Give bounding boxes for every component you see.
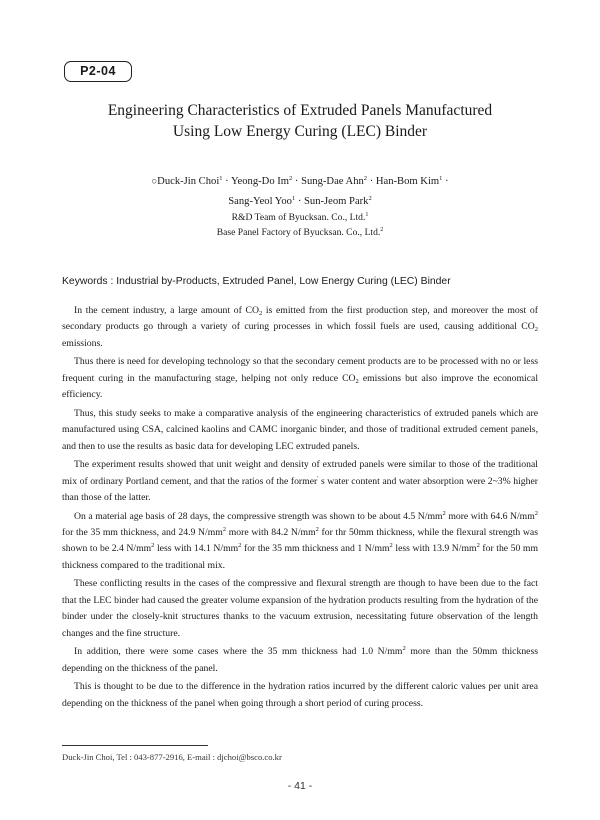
text-run: for the 50 mm thickness compared to the traditional mix.: [62, 543, 538, 571]
author-line-2: [60, 192, 540, 211]
text-run: emissions.: [62, 337, 103, 349]
text-run: In addition, there were some cases where the 35 mm thickness had 1.0 N/mm: [74, 646, 403, 658]
text-run: emissions but also improve the economical efficiency.: [62, 372, 539, 401]
text-run: s water content and water absorption were 2~3% higher than those of the latter.: [62, 475, 539, 504]
paragraph-6: These conflicting results in the cases of the compressive and flexural strength are though to have been due to the fact that the LEC binder had caused the greater volume expansion of the hydration products resulting from the hydration of the binder under the closely-knit structures thanks to the vacuum extrusion, necessitating future observation of the length changes and the fine structure.: [62, 578, 538, 639]
affiliation-number: 1: [365, 212, 369, 218]
affiliation-text: R&D Team of Byucksan. Co., Ltd.: [231, 212, 366, 223]
affiliation-text: Base Panel Factory of Byucksan. Co., Ltd.: [216, 226, 381, 238]
author-separator: ·: [292, 176, 302, 187]
paper-title: [60, 100, 540, 142]
superscript: 2: [476, 542, 480, 550]
text-run: less with 13.9 N/mm: [392, 543, 477, 555]
author-affiliation-number: 2: [368, 195, 372, 202]
session-badge: P2-04: [64, 61, 132, 82]
text-run: more with 64.6 N/mm: [445, 510, 535, 522]
author-list: [60, 172, 540, 211]
keywords: Keywords : Industrial by-Products, Extruded Panel, Low Energy Curing (LEC) Binder: [62, 276, 451, 287]
author-separator: ·: [222, 176, 231, 187]
paragraph-1: [62, 303, 538, 352]
text-run: In the cement industry, a large amount of CO: [74, 305, 259, 316]
text-run: On a material age basis of 28 days, the compressive strength was shown to be about 4.5 N/mm: [74, 510, 443, 522]
affiliation-1: [60, 211, 540, 226]
affiliations: [60, 211, 540, 240]
paragraph-2: [62, 354, 538, 403]
abstract-body: [62, 303, 538, 714]
subscript: 2: [534, 326, 538, 334]
superscript: ': [317, 474, 319, 482]
text-run: more than the 50mm thickness depending on the thickness of the panel.: [62, 646, 538, 674]
author-line-1: [60, 172, 540, 192]
author-affiliation-number: 2: [289, 175, 293, 182]
affiliation-number: 2: [380, 226, 384, 233]
footnote: Duck-Jin Choi, Tel : 043-877-2916, E-mail : djchoi@bsco.co.kr: [62, 752, 282, 762]
author-name: Sung-Dae Ahn: [301, 176, 364, 187]
text-run: for the 35 mm thickness and 1 N/mm: [241, 543, 390, 555]
author-name: Han-Bom Kim: [375, 176, 440, 187]
paragraph-4: [62, 457, 538, 506]
paragraph-3: Thus, this study seeks to make a comparative analysis of the engineering characteristics of extruded panels which are manufactured using CSA, calcined kaolins and CAMC inorganic binder, and those of traditional extruded cement panels, and then to use the results as basic data for developing LEC extruded panels.: [62, 407, 538, 452]
text-run: more with 84.2 N/mm: [226, 527, 316, 539]
superscript: 2: [442, 509, 446, 517]
page-number: - 41 -: [287, 780, 313, 792]
superscript: 2: [238, 542, 242, 550]
author-name: Yeong-Do Im: [230, 176, 290, 187]
title-line-2: Using Low Energy Curing (LEC) Binder: [172, 123, 428, 140]
author-name: Duck-Jin Choi: [157, 176, 220, 187]
author-name: Sang-Yeol Yoo: [228, 196, 292, 207]
paragraph-5: [62, 509, 538, 575]
superscript: 2: [315, 526, 319, 534]
author-affiliation-number: 1: [291, 195, 296, 202]
author-name: Sun-Jeom Park: [304, 196, 369, 207]
superscript: 2: [389, 542, 393, 550]
author-affiliation-number: 2: [363, 175, 368, 182]
author-separator: ·: [442, 176, 449, 187]
title-line-1: Engineering Characteristics of Extruded Panels Manufactured: [107, 102, 493, 119]
superscript: 2: [402, 645, 406, 653]
text-run: for the 35 mm thickness, and 24.9 N/mm: [62, 527, 223, 539]
text-run: less with 14.1 N/mm: [154, 543, 239, 555]
affiliation-2: [60, 226, 540, 241]
author-separator: ·: [367, 176, 376, 187]
author-affiliation-number: 1: [439, 175, 443, 182]
footnote-divider: [62, 745, 208, 746]
subscript: 2: [355, 377, 359, 385]
superscript: 2: [222, 526, 227, 534]
text-run: Thus there is need for developing technology so that the secondary cement products are to be processed with no or less frequent curing in the manufacturing stage, helping not only reduce CO: [62, 356, 538, 384]
text-run: for thr 50mm thickness, while the flexural strength was shown to be 2.4 N/mm: [62, 527, 538, 555]
paragraph-8: This is thought to be due to the difference in the hydration ratios incurred by the different caloric values per unit area depending on the thickness of the panel when going through a short period of curing process.: [62, 681, 538, 709]
author-affiliation-number: 1: [219, 175, 223, 182]
text-run: The experiment results showed that unit weight and density of extruded panels were similar to those of the traditional mix of ordinary Portland cement, and that the ratios of the former: [62, 459, 538, 487]
superscript: 2: [534, 509, 539, 517]
presenter-mark: ○: [151, 177, 158, 187]
author-separator: ·: [295, 196, 305, 207]
paragraph-7: [62, 644, 538, 677]
subscript: 2: [258, 310, 263, 317]
superscript: 2: [151, 542, 155, 550]
text-run: is emitted from the first production step, and moreover the most of secondary products go through a variety of curing processes in which fossil fuels are used, causing additional CO: [62, 305, 538, 333]
